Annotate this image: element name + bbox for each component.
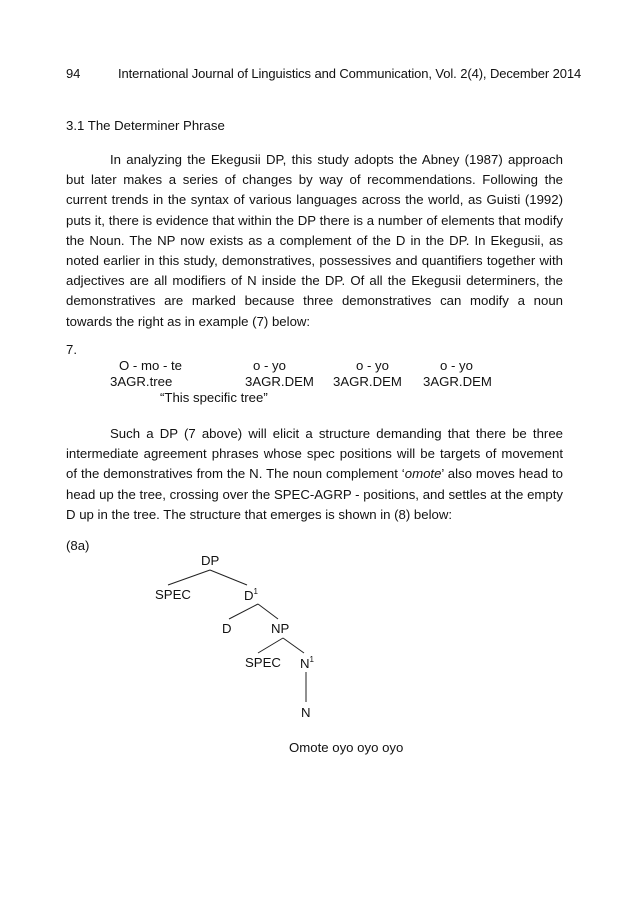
example-gloss-1: 3AGR.tree [110,374,173,389]
paragraph-2-after: ’ also moves head to head up the tree, crossing over the SPEC-AGRP - positions, and settles at the empty D up in the tree. The structure that emerges is shown in (8) below: [66,466,563,522]
paragraph-2-italic-term: omote [404,466,442,482]
node-spec-1: SPEC [155,587,191,602]
branch-dbar-np [258,604,278,619]
node-n: N [301,705,311,720]
branch-dbar-d [229,604,258,619]
example-gloss-4: 3AGR.DEM [423,374,492,389]
example-word-4: o - yo [440,358,473,373]
section-title: 3.1 The Determiner Phrase [66,118,225,133]
example-gloss-3: 3AGR.DEM [333,374,402,389]
example-word-3: o - yo [356,358,389,373]
node-np: NP [271,621,290,636]
branch-np-spec [258,638,283,653]
example-gloss-2: 3AGR.DEM [245,374,314,389]
node-dp: DP [201,553,220,568]
node-d-bar-label: D [244,588,254,603]
node-d-bar [244,587,258,603]
page-number: 94 [66,66,81,81]
example-number: 7. [66,342,77,357]
paragraph-2-text [66,424,563,525]
paragraph-2 [66,424,563,525]
paragraph-1-text: In analyzing the Ekegusii DP, this study adopts the Abney (1987) approach but later makes a series of changes by way of recommendations. Following the current trends in the syntax of various languages across the world, as Guisti (1992) puts it, there is evidence that within the DP there is a number of elements that modify the Noun. The NP now exists as a complement of the D in the DP. In Ekegusii, as noted earlier in this study, demonstratives, possessives and quantifiers together with adjectives are all modifiers of N inside the DP. Of all the Ekegusii determiners, the demonstratives are marked because three demonstratives can modify a noun towards the right as in example (7) below: [66,152,563,329]
tree-label: (8a) [66,538,90,553]
node-n-bar-label: N [300,656,310,671]
node-d-bar-sup: 1 [253,587,258,596]
running-header: International Journal of Linguistics and Communication, Vol. 2(4), December 2014 [118,66,582,81]
node-d: D [222,621,232,636]
paragraph-1 [66,150,563,332]
branch-np-nbar [283,638,304,653]
example-word-2: o - yo [253,358,286,373]
node-n-bar-sup: 1 [309,655,314,664]
paragraph-2-before: Such a DP (7 above) will elicit a structure demanding that there be three intermediate agreement phrases whose spec positions will be targets of movement of the demonstratives from the N. The noun complement ‘ [66,426,563,482]
terminal-string: Omote oyo oyo oyo [289,740,404,755]
node-spec-2: SPEC [245,655,281,670]
branch-dp-dbar [210,570,247,585]
example-translation: “This specific tree” [160,390,268,405]
branch-dp-spec [168,570,210,585]
node-n-bar [300,655,314,671]
example-word-1: O - mo - te [119,358,183,373]
